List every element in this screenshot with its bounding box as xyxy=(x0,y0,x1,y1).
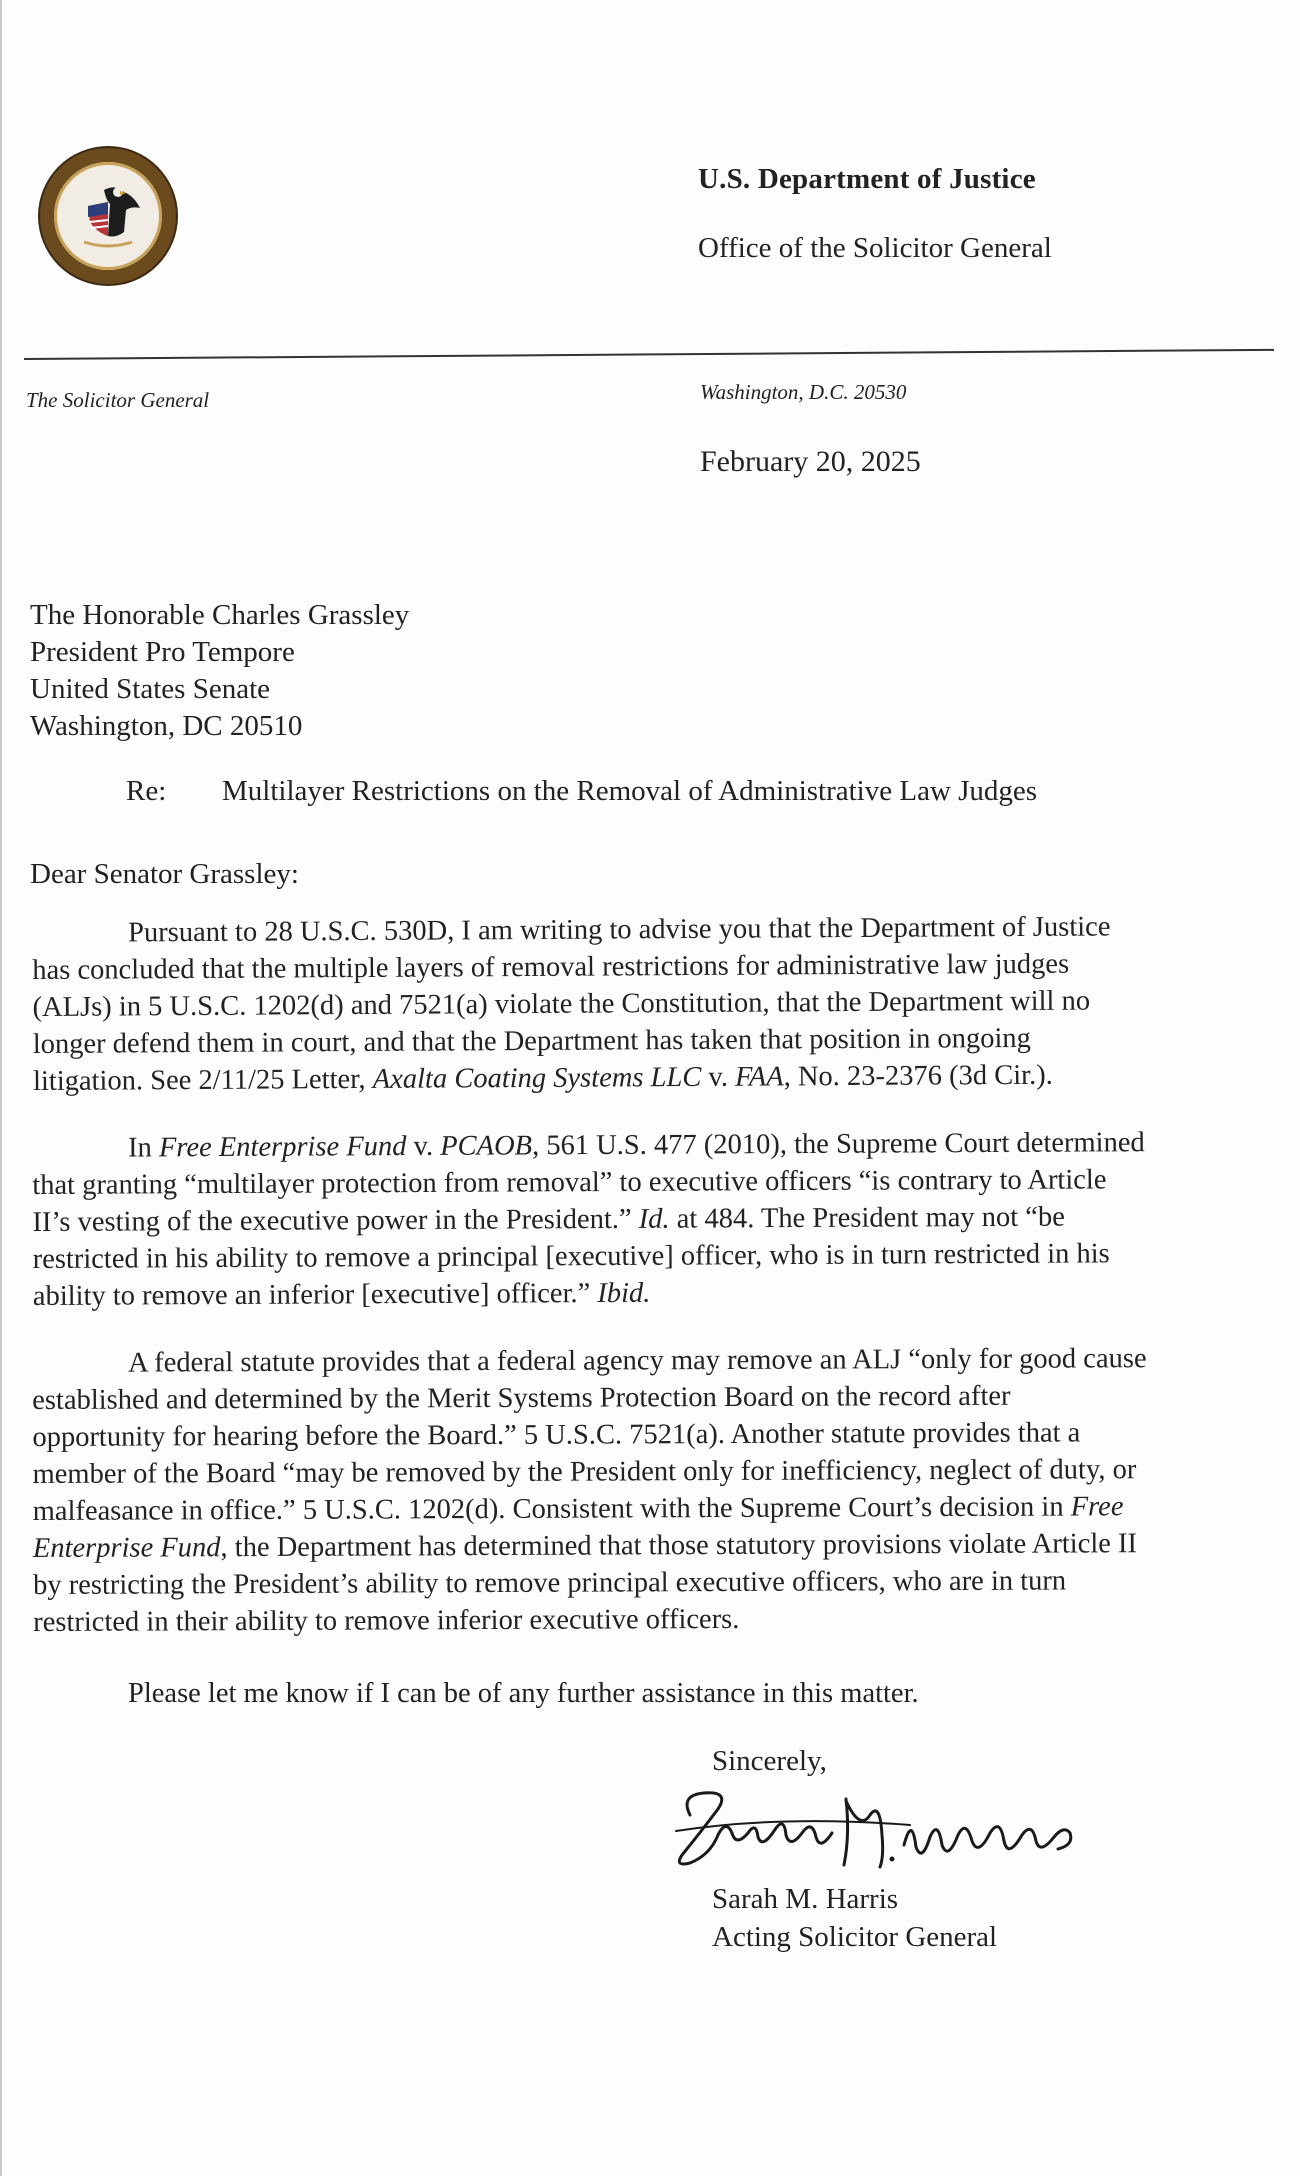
text-span: ability to remove an inferior [executive] officer.” xyxy=(32,1278,598,1312)
sender-city-label: Washington, D.C. 20530 xyxy=(700,380,907,404)
text-line xyxy=(33,1488,1283,1530)
signer-title: Acting Solicitor General xyxy=(712,1921,998,1953)
salutation: Dear Senator Grassley: xyxy=(30,858,299,890)
sender-office-label: The Solicitor General xyxy=(26,388,210,412)
eagle-icon xyxy=(54,162,162,270)
recipient-address xyxy=(30,597,409,745)
text-line: established and determined by the Merit Systems Protection Board on the record after xyxy=(32,1380,1011,1416)
text-line: restricted in his ability to remove a principal [executive] officer, who is in turn restricted in his xyxy=(32,1238,1110,1275)
subject-label: Re: xyxy=(126,775,167,807)
text-line xyxy=(33,1055,1283,1100)
letterhead-divider xyxy=(24,349,1274,360)
citation: Id. xyxy=(638,1203,670,1235)
text-line: member of the Board “may be removed by the President only for inefficiency, neglect of duty, or xyxy=(32,1454,1137,1490)
handwritten-signature-icon xyxy=(660,1775,1100,1890)
text-span: In xyxy=(128,1132,160,1164)
signature-drawing xyxy=(660,1775,1100,1885)
closing: Sincerely, xyxy=(712,1745,827,1777)
subject-line xyxy=(126,775,1037,808)
text-span: , No. 23-2376 (3d Cir.). xyxy=(783,1059,1053,1093)
text-line: A federal statute provides that a federal agency may remove an ALJ “only for good cause xyxy=(128,1343,1147,1379)
text-span: at 484. The President may not “be xyxy=(669,1201,1065,1235)
signer-name: Sarah M. Harris xyxy=(712,1883,899,1915)
signer-block xyxy=(712,1880,997,1956)
case-name: Enterprise Fund xyxy=(32,1532,221,1564)
text-line: Pursuant to 28 U.S.C. 530D, I am writing to advise you that the Department of Justice xyxy=(128,911,1111,949)
text-line: has concluded that the multiple layers of removal restrictions for administrative law judges xyxy=(32,948,1070,986)
case-name: FAA xyxy=(734,1061,784,1093)
text-span: malfeasance in office.” 5 U.S.C. 1202(d). Consistent with the Supreme Court’s decision in xyxy=(32,1491,1071,1527)
recipient-city: Washington, DC 20510 xyxy=(30,710,303,742)
text-line: opportunity for hearing before the Board.” 5 U.S.C. 7521(a). Another statute provides that a xyxy=(32,1417,1081,1453)
text-span: , the Department has determined that those statutory provisions violate Article II xyxy=(220,1528,1138,1564)
citation: Ibid. xyxy=(597,1277,651,1310)
case-name: Free Enterprise Fund xyxy=(158,1131,407,1164)
text-line: restricted in their ability to remove inferior executive officers. xyxy=(33,1603,740,1638)
text-span: litigation. See 2/11/25 Letter, xyxy=(32,1063,373,1097)
text-line: Please let me know if I can be of any further assistance in this matter. xyxy=(128,1678,919,1709)
paragraph-4 xyxy=(32,1675,1282,1712)
text-span: v. xyxy=(701,1061,736,1093)
doj-seal-icon xyxy=(40,148,176,284)
subject-text: Multilayer Restrictions on the Removal of Administrative Law Judges xyxy=(222,775,1038,807)
case-name: Free xyxy=(1070,1491,1124,1523)
text-line: (ALJs) in 5 U.S.C. 1202(d) and 7521(a) violate the Constitution, that the Department will no xyxy=(32,985,1091,1023)
text-span: II’s vesting of the executive power in the President.” xyxy=(32,1203,639,1238)
text-span: , 561 U.S. 477 (2010), the Supreme Court determined xyxy=(531,1127,1145,1162)
recipient-name: The Honorable Charles Grassley xyxy=(30,599,410,631)
case-name: Axalta Coating Systems LLC xyxy=(372,1061,702,1095)
letter-date: February 20, 2025 xyxy=(700,445,921,478)
recipient-body: United States Senate xyxy=(30,673,271,705)
text-line xyxy=(33,1271,1283,1315)
paragraph-2 xyxy=(32,1123,1283,1315)
recipient-title: President Pro Tempore xyxy=(30,636,295,668)
seal-inner xyxy=(54,162,162,270)
page-edge xyxy=(0,0,2,2176)
office-name: Office of the Solicitor General xyxy=(698,232,1052,264)
department-name: U.S. Department of Justice xyxy=(698,163,1036,195)
text-line: longer defend them in court, and that the Department has taken that position in ongoing xyxy=(32,1022,1031,1060)
case-name: PCAOB xyxy=(440,1130,533,1162)
text-span: v. xyxy=(406,1130,441,1163)
paragraph-3 xyxy=(32,1340,1283,1641)
text-line xyxy=(33,1525,1283,1567)
paragraph-1 xyxy=(32,907,1283,1100)
text-line: by restricting the President’s ability to remove principal executive officers, who are in turn xyxy=(32,1565,1067,1601)
text-line: that granting “multilayer protection from removal” to executive officers “is contrary to Article xyxy=(32,1164,1107,1201)
